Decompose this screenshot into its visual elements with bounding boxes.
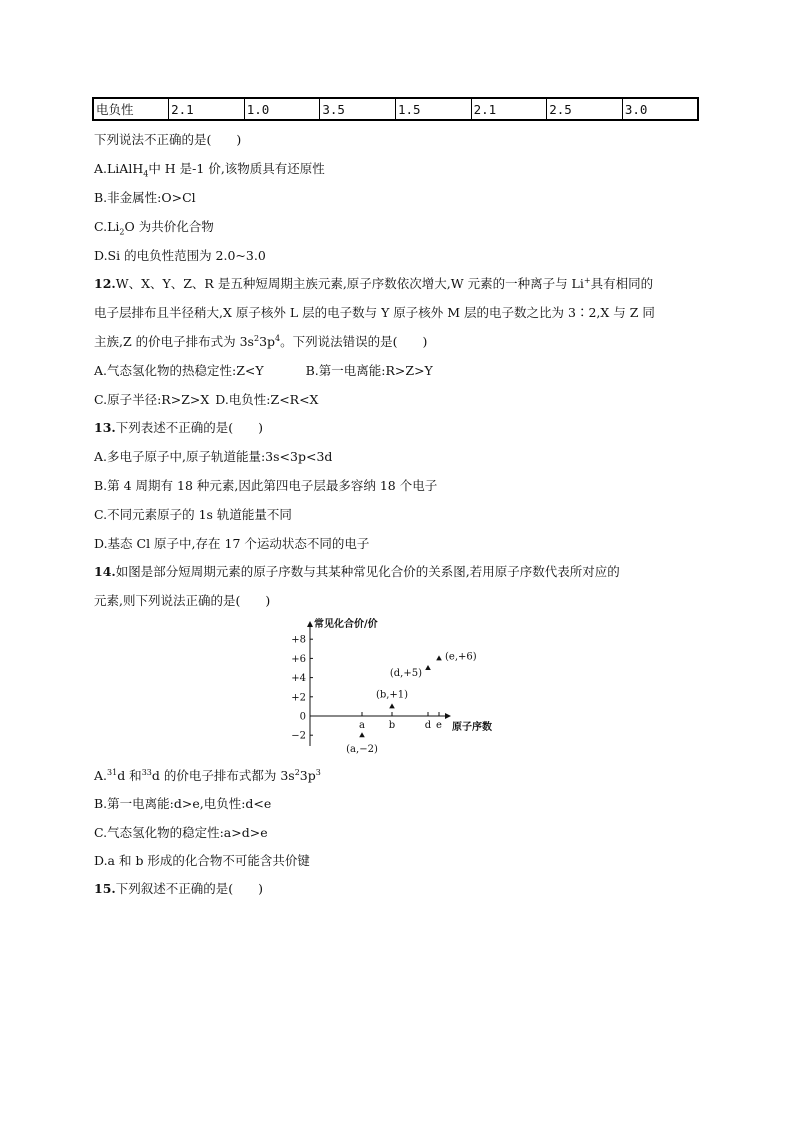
x-tick-label: a (359, 720, 365, 731)
q11-stem: 下列说法不正确的是( ) (94, 132, 242, 147)
question-text: W、X、Y、Z、R 是五种短周期主族元素,原子序数依次增大,W 元素的一种离子与 Li (115, 276, 584, 291)
q13-option-a: A.多电子原子中,原子轨道能量:3s<3p<3d (94, 449, 333, 464)
question-text: 3p (259, 334, 276, 349)
q14-line-1 (94, 562, 620, 580)
subscript: 2 (119, 227, 125, 237)
q12-line-1 (94, 274, 653, 292)
data-point-label: (a,−2) (346, 744, 378, 756)
y-tick-label: +8 (291, 634, 306, 646)
question-text: 。下列说法错误的是( ) (280, 334, 428, 349)
data-point-marker (436, 655, 442, 660)
q12-line-2: 电子层排布且半径稍大,X 原子核外 L 层的电子数与 Y 原子核外 M 层的电子数之比为 3∶2,X 与 Z 同 (94, 305, 655, 320)
q14-option-d: D.a 和 b 形成的化合物不可能含共价键 (94, 853, 310, 868)
table-cell: 2.1 (169, 98, 245, 120)
q12-options-cd (94, 390, 318, 408)
question-text: 主族,Z 的价电子排布式为 3s (94, 334, 254, 349)
superscript: 31 (107, 767, 118, 777)
option-text: 3p (299, 768, 316, 783)
subscript: 4 (143, 169, 149, 179)
q14-option-b: B.第一电离能:d>e,电负性:d<e (94, 796, 272, 811)
y-tick-label: −2 (291, 730, 306, 742)
data-point-marker (389, 703, 395, 708)
option-text: C.Li (94, 219, 120, 234)
data-point-label: (d,+5) (389, 668, 422, 679)
question-text: 具有相同的 (590, 276, 654, 291)
data-point-label: (b,+1) (375, 689, 409, 701)
q14-line-2: 元素,则下列说法正确的是( ) (94, 593, 271, 608)
q12-option-d: D.电负性:Z<R<X (215, 392, 319, 407)
x-tick-label: d (424, 720, 432, 731)
x-tick-label: e (436, 720, 442, 731)
y-tick-label: +2 (291, 692, 306, 704)
q11-option-d: D.Si 的电负性范围为 2.0~3.0 (94, 248, 266, 263)
question-text: 下列表述不正确的是( ) (115, 420, 264, 435)
x-tick-label: b (388, 720, 396, 731)
y-tick-label: 0 (299, 711, 306, 723)
question-text: 如图是部分短周期元素的原子序数与其某种常见化合价的关系图,若用原子序数代表所对应的 (115, 564, 620, 579)
question-text: 下列叙述不正确的是( ) (115, 881, 264, 896)
option-text: 中 H 是-1 价,该物质具有还原性 (148, 161, 325, 176)
y-tick-label: +6 (291, 653, 306, 665)
question-number: 12. (94, 276, 116, 291)
y-tick-label: +4 (291, 673, 306, 685)
y-axis-label: 常见化合价/价 (314, 619, 378, 630)
table-cell: 2.5 (547, 98, 623, 120)
table-cell: 1.0 (244, 98, 320, 120)
table-cell: 3.0 (622, 98, 698, 120)
data-point-marker (359, 732, 365, 737)
table-cell: 3.5 (320, 98, 396, 120)
option-text: A.LiAlH (94, 161, 144, 176)
table-cell: 1.5 (396, 98, 472, 120)
superscript: 3 (315, 767, 321, 777)
table-cell: 2.1 (471, 98, 547, 120)
superscript: 4 (275, 333, 281, 343)
q13-option-c: C.不同元素原子的 1s 轨道能量不同 (94, 507, 292, 522)
valence-chart (282, 612, 522, 757)
question-number: 14. (94, 564, 116, 579)
data-point-marker (425, 665, 431, 670)
q15-stem (94, 879, 263, 897)
option-text: O 为共价化合物 (124, 219, 214, 234)
q11-option-a (94, 159, 325, 179)
q14-option-a (94, 766, 321, 784)
q14-option-c: C.气态氢化物的稳定性:a>d>e (94, 825, 268, 840)
q12-option-c: C.原子半径:R>Z>X (94, 392, 210, 407)
q12-option-b: B.第一电离能:R>Z>Y (305, 363, 433, 378)
superscript: + (583, 275, 591, 285)
q13-stem (94, 418, 263, 436)
q11-option-c (94, 217, 214, 237)
q13-option-b: B.第 4 周期有 18 种元素,因此第四电子层最多容纳 18 个电子 (94, 478, 438, 493)
option-text: A. (94, 768, 108, 783)
table-row (93, 98, 698, 120)
question-number: 15. (94, 881, 116, 896)
table-header-cell: 电负性 (93, 98, 169, 120)
q12-options-ab (94, 361, 433, 379)
q11-option-b: B.非金属性:O>Cl (94, 190, 196, 205)
q12-option-a: A.气态氢化物的热稳定性:Z<Y (94, 363, 264, 378)
q12-line-3 (94, 332, 427, 350)
superscript: 2 (253, 333, 260, 343)
q13-option-d: D.基态 Cl 原子中,存在 17 个运动状态不同的电子 (94, 536, 370, 551)
electronegativity-table (92, 97, 699, 121)
superscript: 2 (294, 767, 300, 777)
data-point-label: (e,+6) (445, 651, 477, 663)
superscript: 33 (141, 767, 152, 777)
question-number: 13. (94, 420, 116, 435)
option-text: d 的价电子排布式都为 3s (151, 768, 295, 783)
option-text: d 和 (117, 768, 142, 783)
x-axis-label: 原子序数 (452, 722, 492, 733)
